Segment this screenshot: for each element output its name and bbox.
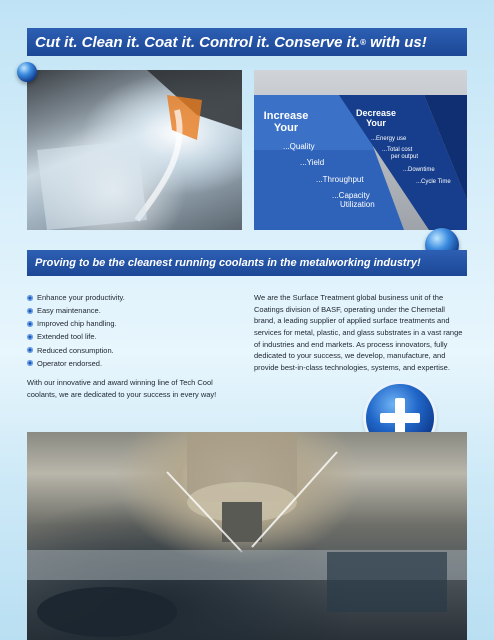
list-item <box>27 305 237 317</box>
bullet-icon <box>27 347 33 353</box>
tagline-banner <box>27 250 467 276</box>
bullet-icon <box>27 308 33 314</box>
list-item-text: Extended tool life. <box>37 332 97 342</box>
decrease-item: ...Total cost <box>382 147 413 153</box>
increase-item: ...Capacity <box>332 191 370 200</box>
increase-heading <box>261 110 311 134</box>
bullet-icon <box>27 360 33 366</box>
list-item-text: Reduced consumption. <box>37 345 114 355</box>
about-column <box>254 292 467 373</box>
increase-heading-line1: Increase <box>263 110 309 122</box>
bullet-icon <box>27 295 33 301</box>
coolant-machining-photo <box>27 70 242 230</box>
cnc-machine-photo <box>27 432 467 640</box>
decrease-item: ...Cycle Time <box>416 179 451 185</box>
increase-decrease-panel <box>254 70 467 230</box>
list-item-text: Enhance your productivity. <box>37 293 125 302</box>
list-item-text: Easy maintenance. <box>37 306 101 316</box>
about-paragraph: We are the Surface Treatment global business unit of the Coatings division of BASF, operating under the Chemetall brand, a leading supplier of applied surface treatments and services for metal, plastic, and glass substrates in a vast range of industries and end markets. As process innovators, fully dedicated to your success, we develop, manufacture, and provide best-in-class technologies, systems, and expertise. <box>254 293 463 372</box>
decrease-heading <box>350 109 402 129</box>
headline-text: Cut it. Clean it. Coat it. Control it. Conserve it. <box>35 33 361 51</box>
list-item <box>27 358 237 370</box>
bullet-icon <box>27 321 33 327</box>
list-item <box>27 318 237 330</box>
bullet-icon <box>27 334 33 340</box>
decrease-heading-line1: Decrease <box>355 108 397 118</box>
decrease-item: per output <box>391 154 419 160</box>
increase-item: Utilization <box>340 200 375 209</box>
list-item <box>27 331 237 343</box>
decrease-heading-line2: Your <box>366 117 386 128</box>
headline-banner <box>27 28 467 56</box>
list-item <box>27 292 237 304</box>
list-item-text: Operator endorsed. <box>37 358 103 368</box>
list-item <box>27 345 237 357</box>
benefits-column <box>27 292 237 401</box>
list-item-text: Improved chip handling. <box>37 319 117 329</box>
increase-item: ...Yield <box>300 158 325 167</box>
tagline-text: Proving to be the cleanest running coolants in the metalworking industry! <box>35 257 421 269</box>
decrease-item: ...Energy use <box>371 136 407 142</box>
headline-suffix: with us! <box>365 33 427 51</box>
decrease-item: ...Downtime <box>403 167 435 173</box>
benefits-paragraph: With our innovative and award winning line of Tech Cool coolants, we are dedicated to your success in every way! <box>27 378 217 399</box>
benefits-list <box>27 292 237 369</box>
globe-orb-icon <box>17 62 37 82</box>
increase-item: ...Throughput <box>316 175 364 184</box>
increase-item: ...Quality <box>283 142 315 151</box>
registered-mark: ® <box>360 37 366 47</box>
increase-heading-line2: Your <box>273 122 299 135</box>
